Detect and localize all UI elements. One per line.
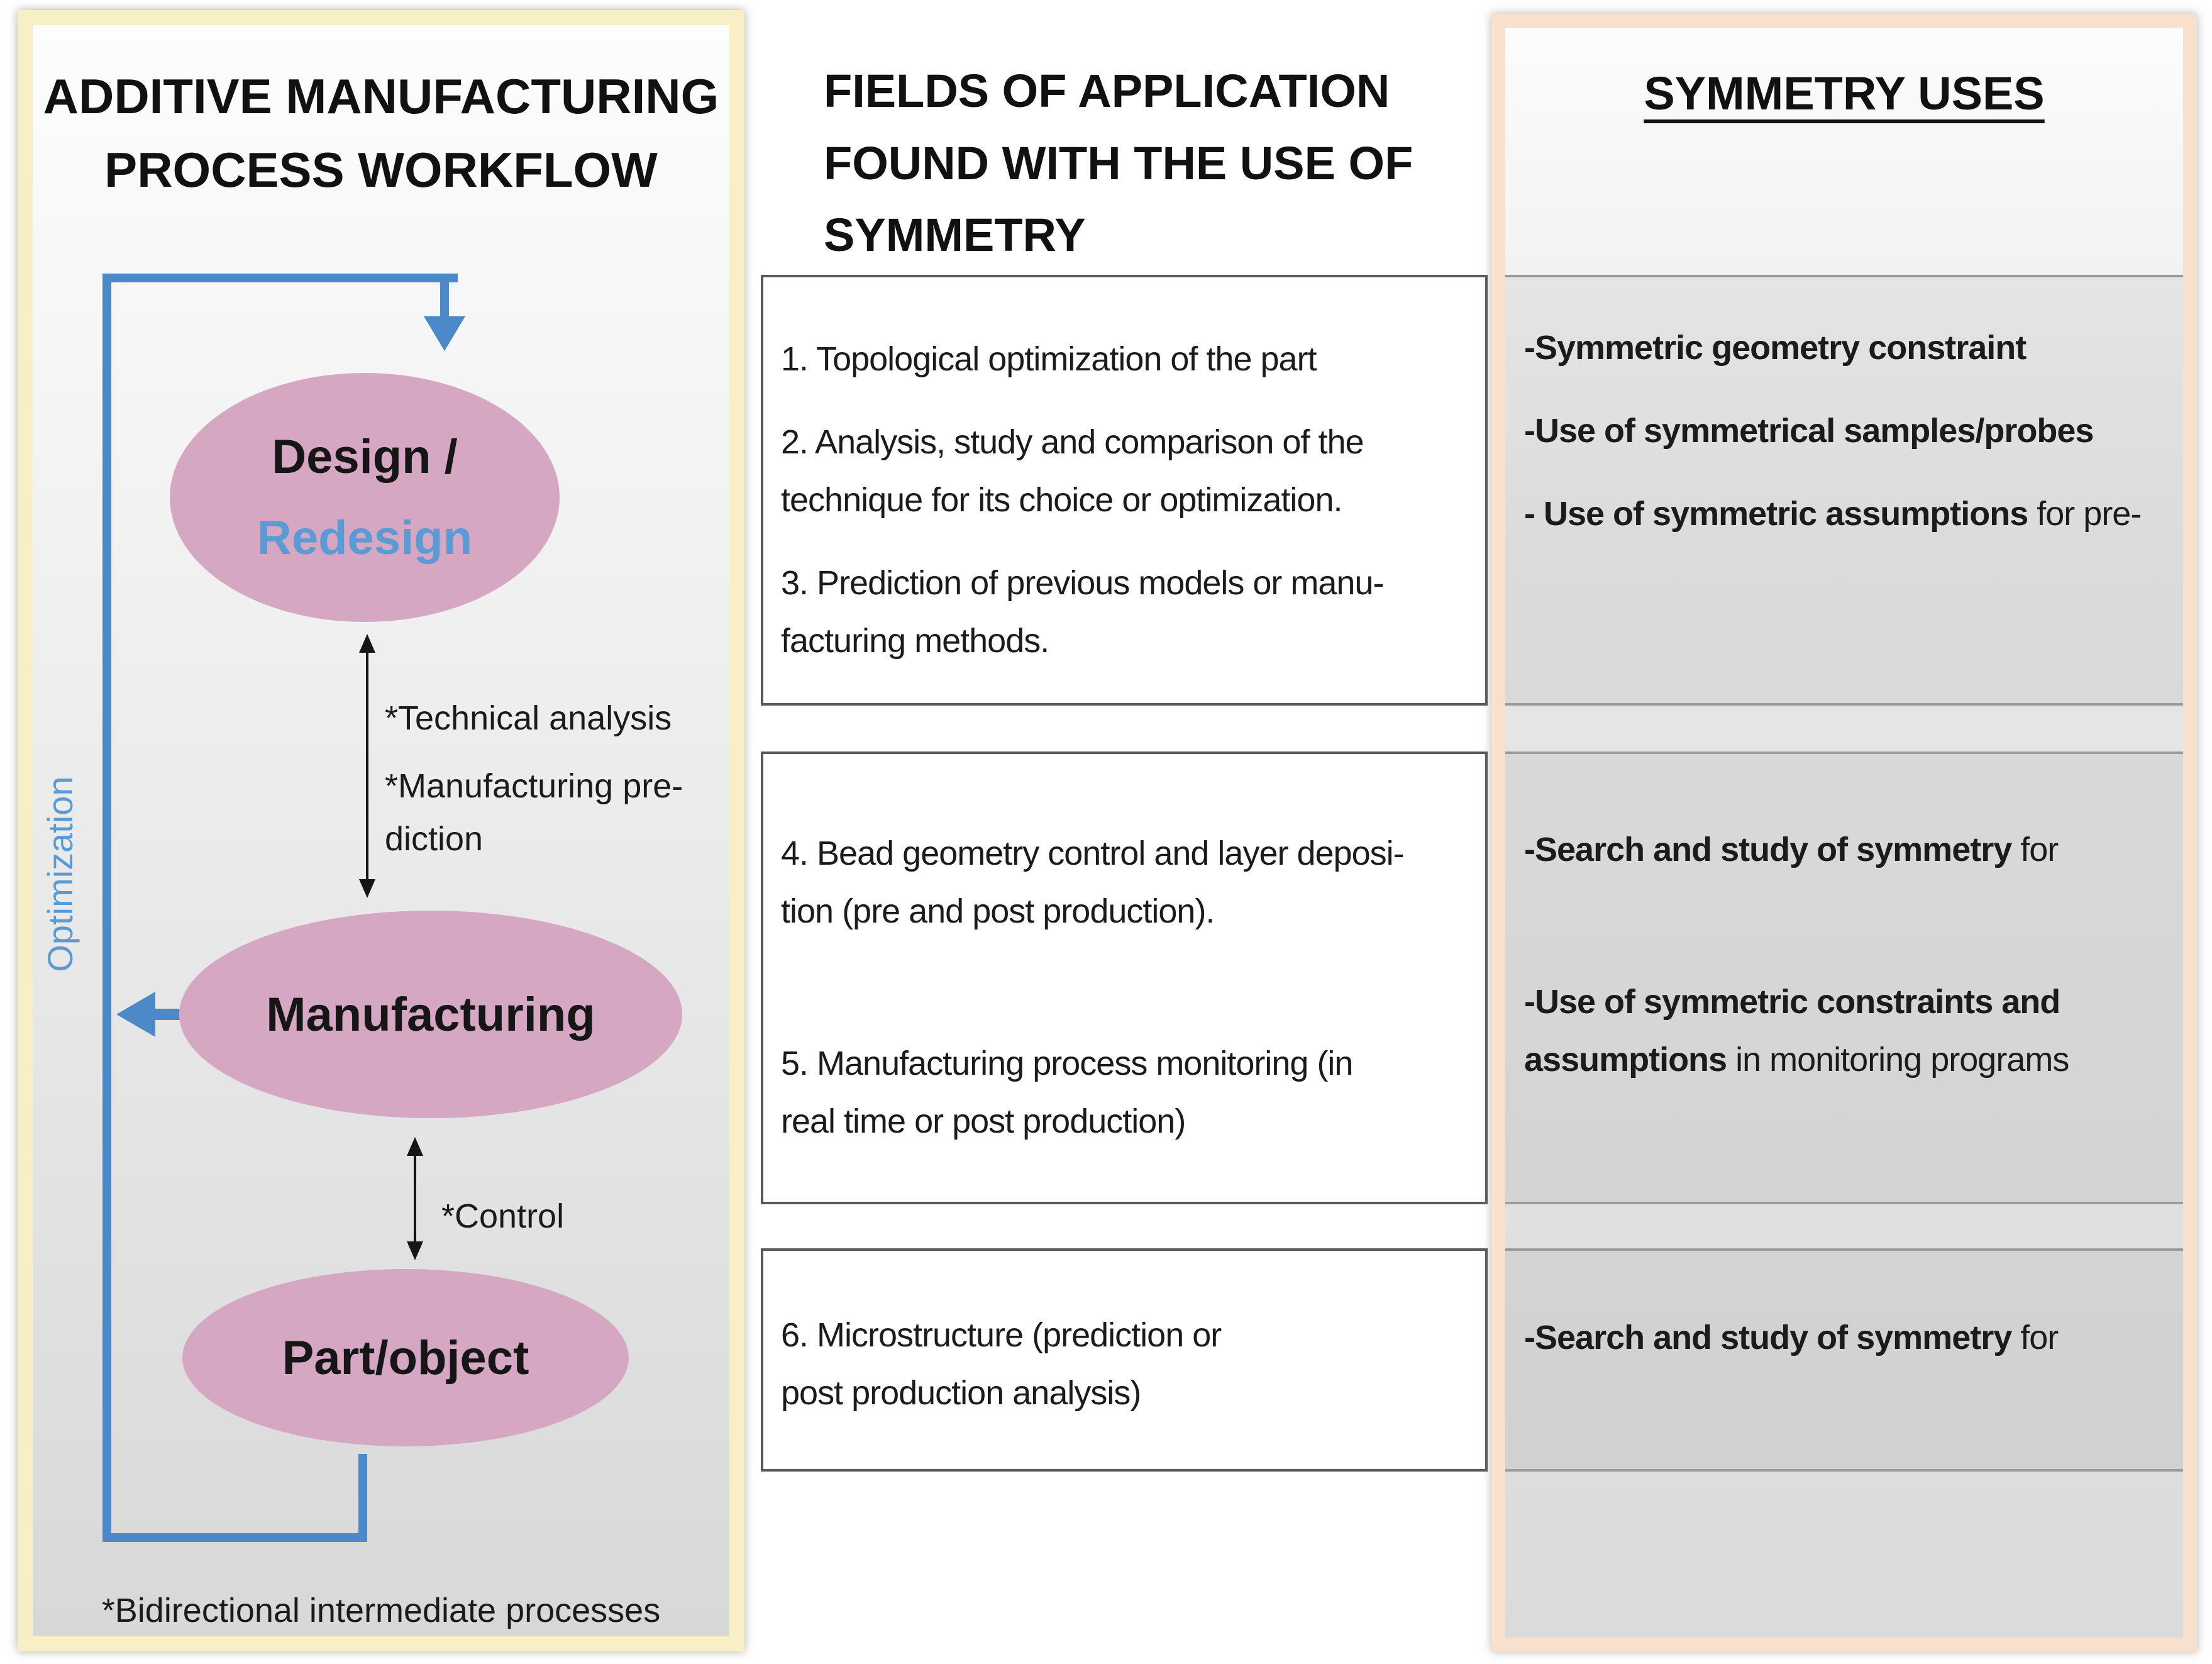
workflow-panel-title (33, 60, 729, 207)
part-object-label: Part/object (282, 1331, 529, 1385)
optimization-loop-vertical-line (102, 274, 111, 1542)
fields-box-item-6 (761, 1248, 1488, 1472)
paragraph: -Search and study of symmetry for (1524, 831, 2059, 868)
fields-header-line1: FIELDS OF APPLICATION (824, 65, 1390, 117)
up-arrowhead-icon (407, 1137, 423, 1156)
fields-header-line2: FOUND WITH THE USE OF (824, 136, 1413, 189)
part-object-node (182, 1269, 629, 1446)
paragraph: - Use of symmetric assumptions for pre- (1524, 495, 2142, 533)
control-label: *Control (441, 1197, 565, 1235)
paragraph: 4. Bead geometry control and layer deposi- tion (pre and post production). (781, 835, 1404, 930)
symmetry-uses-row-3 (1505, 1248, 2183, 1472)
fields-box-items-1-3 (761, 275, 1488, 706)
symmetry-uses-panel (1491, 14, 2197, 1651)
workflow-title-line2: PROCESS WORKFLOW (104, 142, 658, 197)
optimization-loop-top-line (102, 274, 458, 282)
manufacturing-prediction-line2: diction (385, 820, 484, 858)
fields-header-line3: SYMMETRY (824, 209, 1086, 262)
paragraph: -Use of symmetrical samples/probes (1524, 412, 2094, 450)
paragraph: -Symmetric geometry constraint (1524, 329, 2027, 367)
optimization-loop-bottom-line (102, 1533, 367, 1542)
up-arrowhead-icon (359, 634, 375, 653)
manufacturing-node (179, 911, 682, 1118)
technical-analysis-label: *Technical analysis (385, 699, 672, 737)
manufacturing-part-bidirectional-arrow (414, 1155, 416, 1243)
left-arrowhead-icon (116, 992, 155, 1037)
design-redesign-node (170, 373, 560, 622)
bidirectional-footnote: *Bidirectional intermediate processes (101, 1592, 661, 1629)
paragraph: -Use of symmetric constraints and assumptions in monitoring programs (1524, 983, 2069, 1079)
design-label: Design / (272, 430, 458, 484)
symmetry-uses-row-1 (1505, 275, 2183, 706)
workflow-title-line1: ADDITIVE MANUFACTURING (43, 69, 719, 124)
paragraph: 3. Prediction of previous models or manu- facturing methods. (781, 564, 1384, 660)
paragraph: 1. Topological optimization of the part (781, 340, 1317, 378)
manufacturing-prediction-line1: *Manufacturing pre- (385, 767, 683, 805)
redesign-label: Redesign (257, 511, 473, 565)
down-arrowhead-icon (407, 1241, 423, 1260)
optimization-loop-riser-line (358, 1454, 367, 1542)
workflow-panel (18, 10, 744, 1651)
manufacturing-label: Manufacturing (266, 987, 595, 1041)
paragraph: 5. Manufacturing process monitoring (in real time or post production) (781, 1045, 1353, 1140)
symmetry-uses-header: SYMMETRY USES (1644, 67, 2045, 119)
paragraph: 2. Analysis, study and comparison of the technique for its choice or optimization. (781, 423, 1364, 519)
down-arrowhead-icon (359, 879, 375, 898)
paragraph: -Search and study of symmetry for (1524, 1319, 2059, 1356)
symmetry-uses-row-2 (1505, 752, 2183, 1204)
fields-of-application-header (824, 55, 1413, 272)
paragraph: 6. Microstructure (prediction or post production analysis) (781, 1316, 1222, 1412)
design-manufacturing-bidirectional-arrow (366, 652, 368, 880)
optimization-loop-down-stem (440, 281, 449, 318)
optimization-label: Optimization (40, 776, 80, 972)
fields-box-items-4-5 (761, 752, 1488, 1204)
down-arrowhead-icon (424, 316, 465, 351)
manufacturing-prediction-label (385, 760, 683, 865)
